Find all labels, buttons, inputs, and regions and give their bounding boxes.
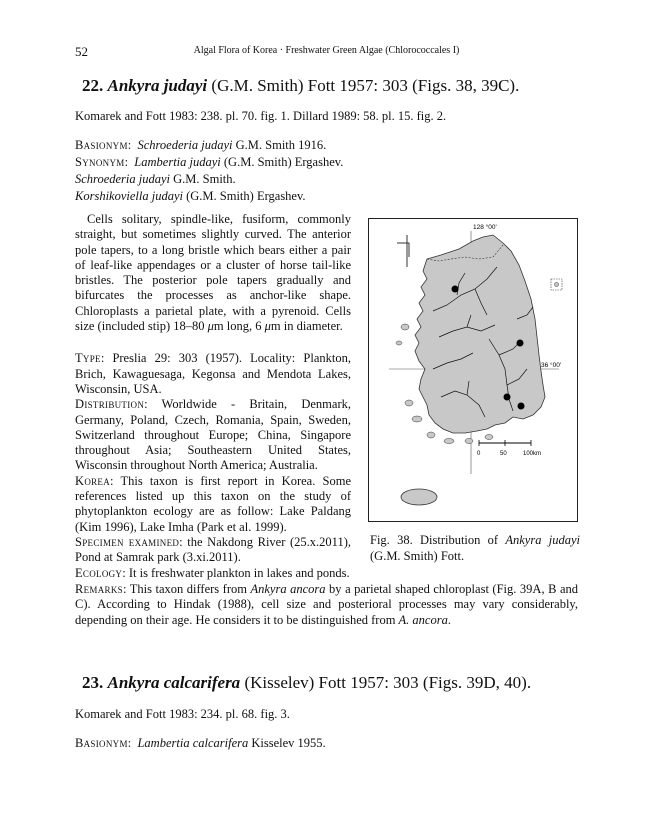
species-reference: Komarek and Fott 1983: 234. pl. 68. fig. 3. (75, 707, 290, 721)
species-title-23 (82, 673, 531, 693)
locality-dot (452, 286, 459, 293)
species-name: Ankyra judayi (107, 76, 208, 95)
species-name: Ankyra calcarifera (107, 673, 241, 692)
synonym-line-2: Schroederia judayi G.M. Smith. (75, 172, 236, 186)
type-paragraph: Type: Preslia 29: 303 (1957). Locality: Plankton, Brich, Kawaguesaga, Kegonsa and Mendota Lakes, Wisconsin, USA. (75, 351, 351, 396)
description-paragraph: Cells solitary, spindle-like, fusiform, commonly straight, but sometimes slightly curved. The anterior pole tapers, to a long bristle which bears either a pair of leaf-like appendages or a cluster of horse tail-like bristles. The posterior pole tapers gradually and bifurcates the processes as anchor-like shape. Chloroplasts a parietal plate, with a pyrenoid. Cells size (included stip) 18–80 μm long, 6 μm in diameter. (75, 212, 351, 334)
nomenclature-block (75, 137, 343, 205)
description-column (75, 212, 351, 581)
page-number: 52 (75, 44, 88, 59)
figure-caption: Fig. 38. Distribution of Ankyra judayi (G.M. Smith) Fott. (370, 533, 580, 563)
remarks-paragraph: Remarks: This taxon differs from Ankyra ancora by a parietal shaped chloroplast (Fig. 39A, B and C). According to Hindak (1988), cell size and posterioral processes may vary considerably, depending on their age. He considers it to be distinguished from A. ancora. (75, 582, 578, 627)
species-authority: (G.M. Smith) Fott 1957: 303 (Figs. 38, 39C). (207, 76, 520, 95)
species-reference: Komarek and Fott 1983: 238. pl. 70. fig. 1. Dillard 1989: 58. pl. 15. fig. 2. (75, 109, 447, 123)
species-authority: (Kisselev) Fott 1957: 303 (Figs. 39D, 40). (240, 673, 532, 692)
locality-dot (517, 340, 524, 347)
running-head: Algal Flora of Korea · Freshwater Green Algae (Chlorococcales I) (193, 45, 460, 56)
korea-map (369, 219, 577, 521)
locality-dot (504, 394, 511, 401)
korea-paragraph: Korea: This taxon is first report in Korea. Some references listed up this taxon on the study of phytoplankton ecology are as follow: Lake Paldang (Kim 1996), Lake Imha (Park et al. 1999). (75, 473, 351, 534)
locality-dot (518, 403, 525, 410)
svg-text:0: 0 (477, 451, 481, 457)
distribution-paragraph: Distribution: Worldwide - Britain, Denmark, Germany, Poland, Czech, Romania, Spain, Sweden, Switzerland throughout Europe; China, Singapore throughout Asia; Southeastern United States, Wisconsin throughout North America; Australia. (75, 397, 351, 473)
species-number: 23. (82, 673, 104, 692)
longitude-label: 128 °00' (473, 224, 497, 231)
korea-mainland (415, 235, 545, 433)
latitude-label: 36 °00' (541, 362, 562, 369)
synonym-line: Synonym: Lambertia judayi (G.M. Smith) Ergashev. (75, 155, 344, 169)
scale-bar (477, 440, 541, 457)
svg-text:100km: 100km (523, 451, 542, 457)
species-number: 22. (82, 76, 104, 95)
synonym-line-3: Korshikoviella judayi (G.M. Smith) Ergashev. (75, 189, 306, 203)
basionym-line: Basionym: Schroederia judayi G.M. Smith 1916. (75, 138, 327, 152)
north-mark-icon (397, 235, 409, 267)
species-title-22 (82, 76, 519, 96)
ecology-paragraph: Ecology: It is freshwater plankton in lakes and ponds. (75, 565, 350, 580)
svg-text:50: 50 (500, 451, 507, 457)
page-header (75, 44, 578, 58)
ulleung-island (555, 283, 559, 287)
specimen-paragraph: Specimen examined: the Nakdong River (25.x.2011), Pond at Samrak park (3.xi.2011). (75, 534, 351, 565)
distribution-map-figure (368, 218, 578, 522)
jeju-island (401, 489, 437, 505)
basionym-line: Basionym: Lambertia calcarifera Kisselev 1955. (75, 736, 326, 750)
